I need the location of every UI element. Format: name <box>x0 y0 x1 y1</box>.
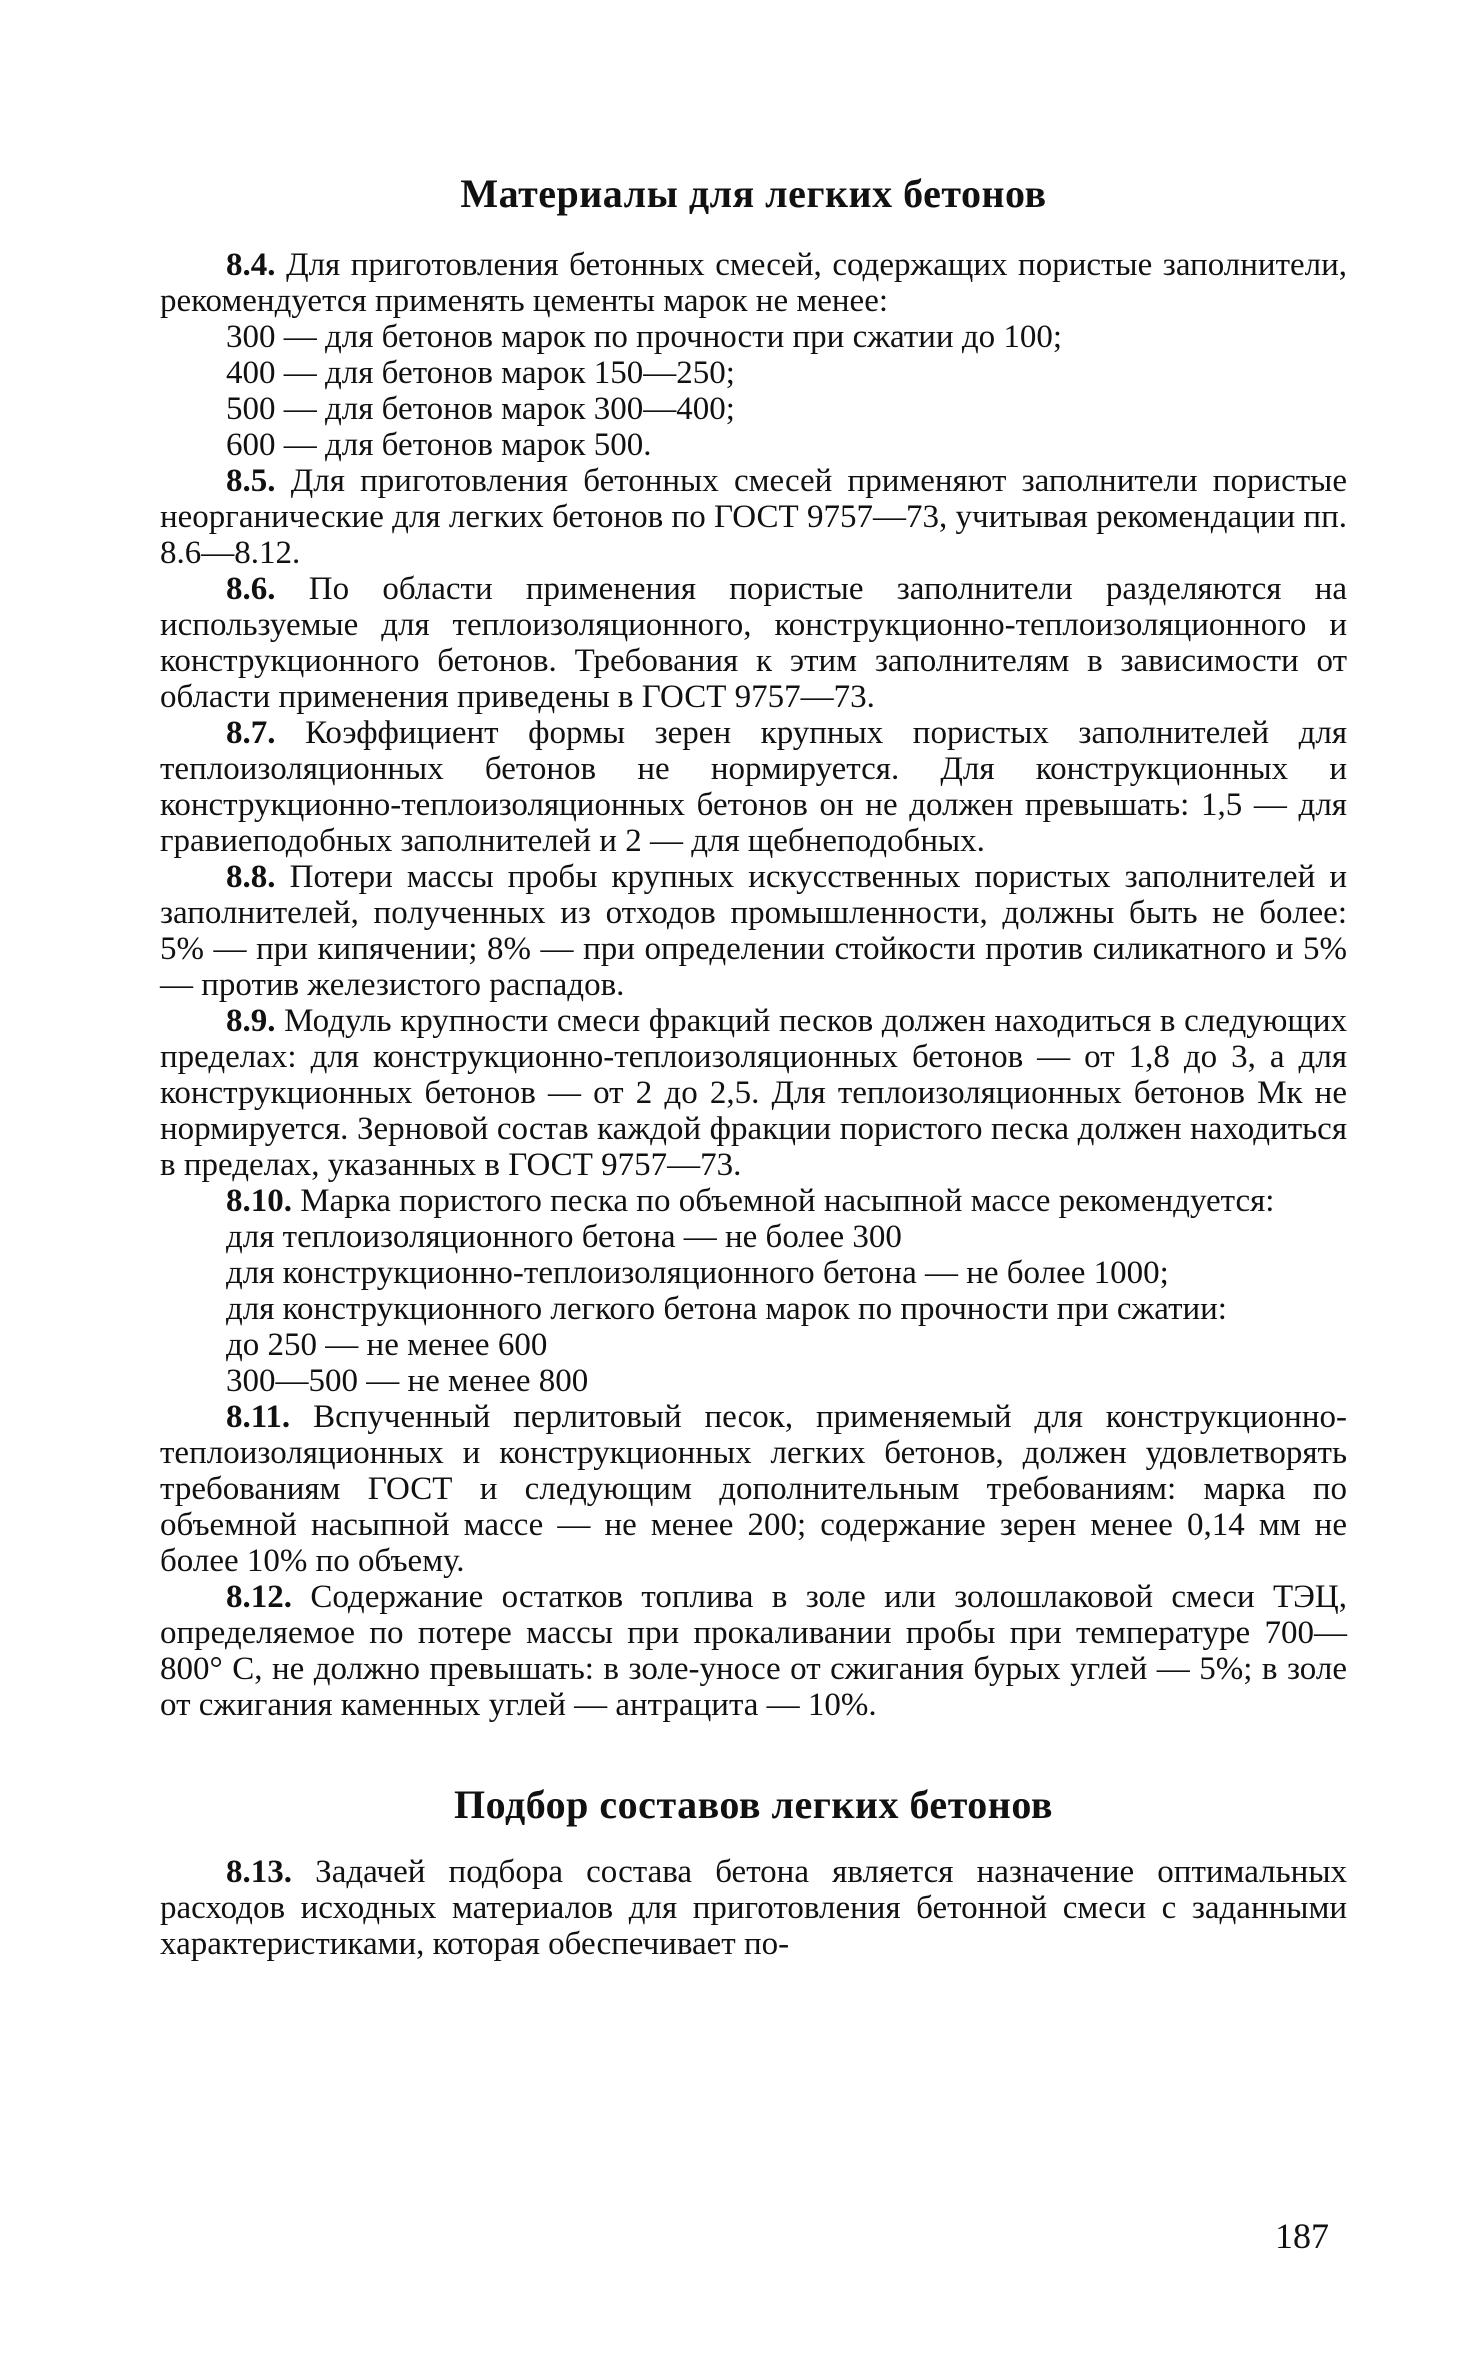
list-item: для теплоизоляционного бетона — не более 300 <box>226 1219 902 1255</box>
paragraph-number: 8.4. <box>226 247 276 283</box>
paragraph-text: Для приготовления бетонных смесей применяют заполнители пористые неорганические для легких бетонов по ГОСТ 9757—73, учитывая рекомендации пп. 8.6—8.12. <box>160 463 1348 571</box>
list-item: для конструкционно-теплоизоляционного бетона — не более 1000; <box>226 1255 1169 1291</box>
list-item: 300 — для бетонов марок по прочности при сжатии до 100; <box>226 319 1063 355</box>
paragraph-8-11 <box>160 1399 1347 1579</box>
list-item: до 250 — не менее 600 <box>226 1327 548 1363</box>
paragraph-8-7 <box>160 715 1347 859</box>
paragraph-number: 8.11. <box>226 1399 291 1435</box>
paragraph-8-9 <box>160 1003 1347 1183</box>
paragraph-8-5 <box>160 463 1347 571</box>
paragraph-8-6 <box>160 571 1347 715</box>
paragraph-text: Модуль крупности смеси фракций песков должен находиться в следующих пределах: для конструкционно-теплоизоляционных бетонов — от 1,8 до 3, а для конструкционных бетонов — от 2 до 2,5. Для теплоизоляционных бетонов Мк не нормируется. Зерновой состав каждой фракции пористого песка должен находиться в пределах, указанных в ГОСТ 9757—73. <box>160 1003 1347 1183</box>
section-title-selection: Подбор составов легких бетонов <box>454 1782 1053 1827</box>
section-title-materials: Материалы для легких бетонов <box>460 171 1047 216</box>
list-item: для конструкционного легкого бетона марок по прочности при сжатии: <box>226 1291 1227 1327</box>
paragraph-number: 8.8. <box>226 859 276 895</box>
paragraph-number: 8.9. <box>226 1003 276 1039</box>
list-item: 300—500 — не менее 800 <box>226 1363 589 1399</box>
paragraph-text: Содержание остатков топлива в золе или золошлаковой смеси ТЭЦ, определяемое по потере массы при прокаливании пробы при температуре 700—800° С, не должно превышать: в золе-уносе от сжигания бурых углей — 5%; в золе от сжигания каменных углей — антрацита — 10%. <box>160 1579 1348 1723</box>
paragraph-text: Для приготовления бетонных смесей, содержащих пористые заполнители, рекомендуется применять цементы марок не менее: <box>160 247 1348 319</box>
paragraph-number: 8.7. <box>226 715 276 751</box>
paragraph-text: Вспученный перлитовый песок, применяемый для конструкционно-теплоизоляционных и конструкционных легких бетонов, должен удовлетворять требованиям ГОСТ и следующим дополнительным требованиям: марка по объемной насыпной массе — не менее 200; содержание зерен менее 0,14 мм не более 10% по объему. <box>160 1399 1347 1579</box>
paragraph-text: Задачей подбора состава бетона является назначение оптимальных расходов исходных материалов для приготовления бетонной смеси с заданными характеристиками, которая обеспечивает по- <box>160 1854 1347 1962</box>
paragraph-8-12 <box>160 1579 1347 1723</box>
paragraph-text: Потери массы пробы крупных искусственных пористых заполнителей и заполнителей, полученных из отходов промышленности, должны быть не более: 5% — при кипячении; 8% — при определении стойкости против силикатного и 5% — против железистого распадов. <box>160 859 1348 1003</box>
list-item: 400 — для бетонов марок 150—250; <box>226 355 735 391</box>
paragraph-8-4 <box>160 247 1347 319</box>
paragraph-8-10 <box>160 1183 1347 1219</box>
list-item: 500 — для бетонов марок 300—400; <box>226 391 735 427</box>
paragraph-text: Марка пористого песка по объемной насыпной массе рекомендуется: <box>300 1183 1275 1219</box>
paragraph-number: 8.12. <box>226 1579 292 1615</box>
paragraph-8-13 <box>160 1854 1347 1962</box>
paragraph-number: 8.10. <box>226 1183 292 1219</box>
list-item: 600 — для бетонов марок 500. <box>226 427 652 463</box>
paragraph-number: 8.6. <box>226 571 276 607</box>
paragraph-8-8 <box>160 859 1347 1003</box>
paragraph-number: 8.13. <box>226 1854 292 1890</box>
paragraph-text: Коэффициент формы зерен крупных пористых заполнителей для теплоизоляционных бетонов не нормируется. Для конструкционных и конструкционно-теплоизоляционных бетонов он не должен превышать: 1,5 — для гравиеподобных заполнителей и 2 — для щебнеподобных. <box>160 715 1348 859</box>
paragraph-text: По области применения пористые заполнители разделяются на используемые для теплоизоляционного, конструкционно-теплоизоляционного и конструкционного бетонов. Требования к этим заполнителям в зависимости от области применения приведены в ГОСТ 9757—73. <box>160 571 1348 715</box>
page-number: 187 <box>1275 2216 1329 2256</box>
paragraph-number: 8.5. <box>226 463 276 499</box>
